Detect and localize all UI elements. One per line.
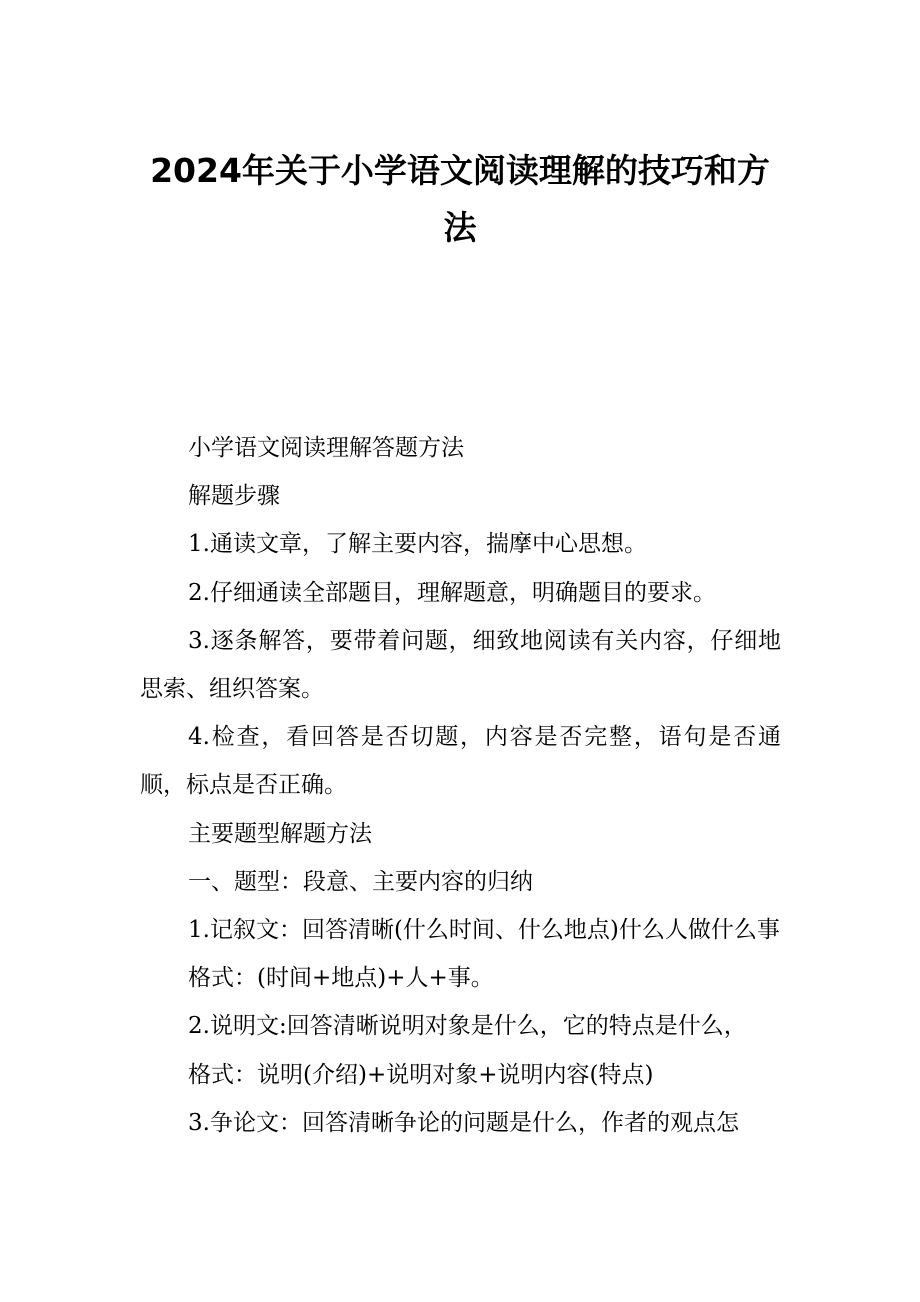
document-body <box>140 424 781 1147</box>
paragraph-expository: 2.说明文:回答清晰说明对象是什么，它的特点是什么， <box>188 1013 747 1040</box>
paragraph-narrative-format: 格式：(时间+地点)+人+事。 <box>188 965 494 992</box>
document-title-line-2: 法 <box>443 208 477 247</box>
paragraph-step-4: 4.检查，看回答是否切题，内容是否完整，语句是否通顺，标点是否正确。 <box>140 724 781 799</box>
document-title-line-1: 2024年关于小学语文阅读理解的技巧和方 <box>150 151 770 190</box>
subheading-question-types: 主要题型解题方法 <box>188 820 372 847</box>
paragraph-expository-format: 格式：说明(介绍)+说明对象+说明内容(特点) <box>188 1061 654 1088</box>
paragraph-step-3: 3.逐条解答，要带着问题，细致地阅读有关内容，仔细地思索、组织答案。 <box>140 627 781 703</box>
section-heading: 小学语文阅读理解答题方法 <box>188 435 464 461</box>
paragraph-argumentative: 3.争论文：回答清晰争论的问题是什么，作者的观点怎 <box>188 1109 739 1136</box>
subheading-steps: 解题步骤 <box>188 483 280 510</box>
paragraph-narrative: 1.记叙文：回答清晰(什么时间、什么地点)什么人做什么事 <box>188 917 780 944</box>
paragraph-step-2: 2.仔细通读全部题目，理解题意，明确题目的要求。 <box>188 579 716 606</box>
paragraph-type-1: 一、题型：段意、主要内容的归纳 <box>188 868 533 895</box>
paragraph-step-1: 1.通读文章，了解主要内容，揣摩中心思想。 <box>188 531 647 558</box>
document-title <box>140 142 780 256</box>
